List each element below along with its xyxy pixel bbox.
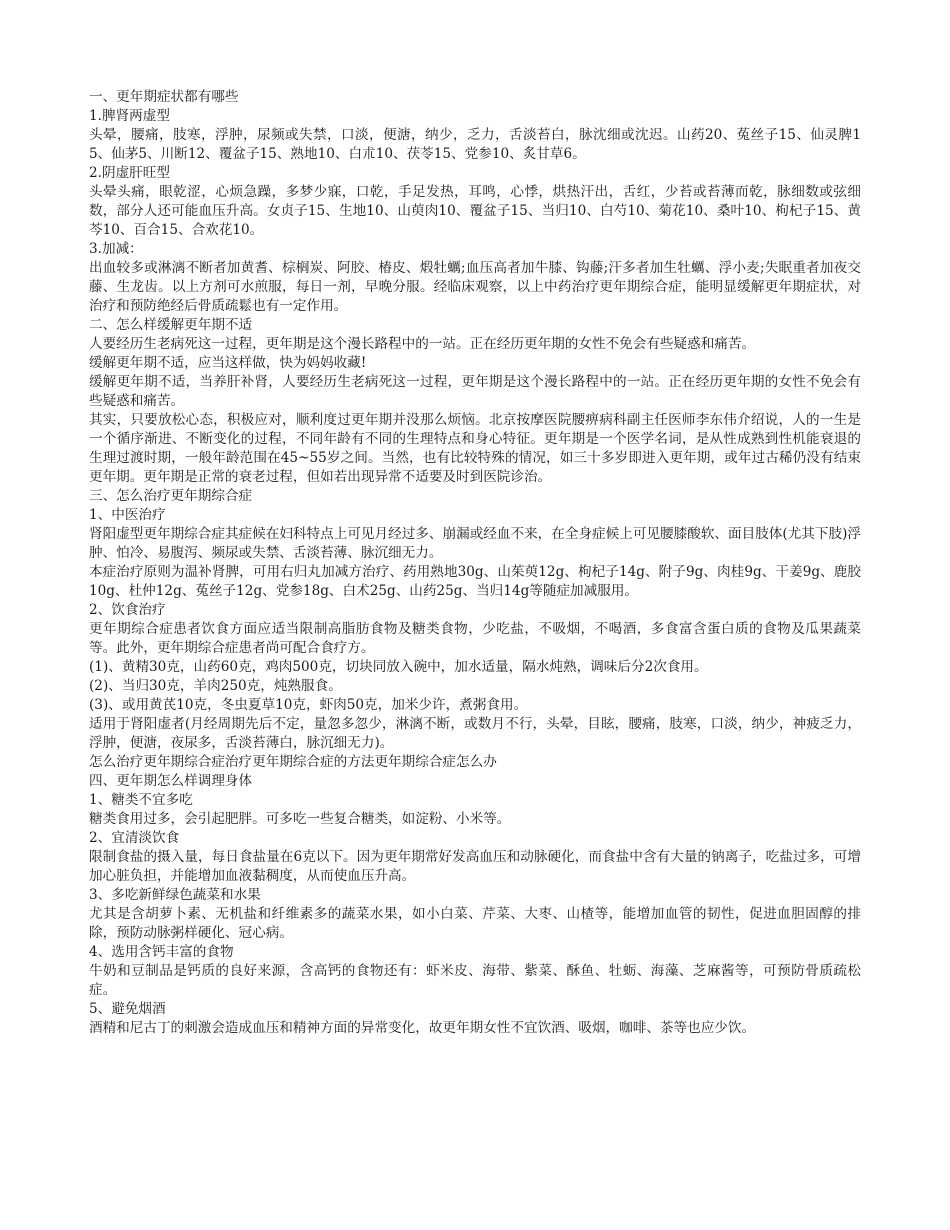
paragraph: 适用于肾阳虚者(月经周期先后不定，量忽多忽少，淋漓不断，或数月不行，头晕，目眩，腰痛，肢寒，口淡，纳少，神疲乏力，浮肿，便溏，夜尿多，舌淡苔薄白，脉沉细无力)。 [89,716,861,751]
section-heading: 1、中医治疗 [89,507,166,523]
section-heading: 4、选用含钙丰富的食物 [89,944,234,960]
paragraph: 糖类食用过多，会引起肥胖。可多吃一些复合糖类，如淀粉、小米等。 [89,811,511,827]
paragraph: 头晕头痛，眼乾涩，心烦急躁，多梦少寐，口乾，手足发热，耳鸣，心悸，烘热汗出，舌红，少苔或苔薄而乾，脉细数或弦细数，部分人还可能血压升高。女贞子15、生地10、山萸肉10、覆盆子15、当归10、白芍10、菊花10、桑叶10、枸杞子15、黄芩10、百合15、合欢花10。 [89,184,861,238]
section-heading: 2、宜清淡饮食 [89,830,180,846]
section-heading: 2、饮食治疗 [89,602,166,618]
section-heading: 1.脾肾两虚型 [89,108,170,124]
paragraph: 尤其是含胡萝卜素、无机盐和纤维素多的蔬菜水果，如小白菜、芹菜、大枣、山楂等，能增加血管的韧性，促进血胆固醇的排除，预防动脉粥样硬化、冠心病。 [89,906,861,941]
paragraph: 其实，只要放松心态，积极应对，顺利度过更年期并没那么烦恼。北京按摩医院腰痹病科副主任医师李东伟介绍说，人的一生是一个循序渐进、不断变化的过程，不同年龄有不同的生理特点和身心特征。更年期是一个医学名词，是从性成熟到性机能衰退的生理过渡时期，一般年龄范围在45~55岁之间。当然，也有比较特殊的情况，如三十多岁即进入更年期，或年过古稀仍没有结束更年期。更年期是正常的衰老过程，但如若出现异常不适要及时到医院诊治。 [89,412,861,485]
section-heading: 3、多吃新鲜绿色蔬菜和水果 [89,887,261,903]
paragraph: 人要经历生老病死这一过程，更年期是这个漫长路程中的一站。正在经历更年期的女性不免会有些疑惑和痛苦。 [89,336,756,352]
paragraph: (1)、黄精30克，山药60克，鸡肉500克，切块同放入碗中，加水适量，隔水炖熟，调味后分2次食用。 [89,659,708,675]
paragraph: 限制食盐的摄入量，每日食盐量在6克以下。因为更年期常好发高血压和动脉硬化，而食盐中含有大量的钠离子，吃盐过多，可增加心脏负担，并能增加血液黏稠度，从而使血压升高。 [89,849,861,884]
document-body [89,88,861,1038]
section-heading: 四、更年期怎么样调理身体 [89,773,253,789]
section-heading: 2.阴虚肝旺型 [89,165,170,181]
section-heading: 三、怎么治疗更年期综合症 [89,488,253,504]
section-heading: 5、避免烟酒 [89,1001,166,1017]
paragraph: 本症治疗原则为温补肾脾，可用右归丸加减方治疗、药用熟地30g、山茱萸12g、枸杞子14g、附子9g、肉桂9g、干姜9g、鹿胶10g、杜仲12g、菟丝子12g、党参18g、白术25g、山药25g、当归14g等随症加减服用。 [89,564,861,599]
section-heading: 一、更年期症状都有哪些 [89,89,239,105]
section-heading: 二、怎么样缓解更年期不适 [89,317,253,333]
paragraph: 怎么治疗更年期综合症治疗更年期综合症的方法更年期综合症怎么办 [89,754,497,770]
paragraph: 出血较多或淋漓不断者加黄耆、棕榈炭、阿胶、椿皮、煅牡蠣;血压高者加牛膝、钩藤;汗多者加生牡蠣、浮小麦;失眠重者加夜交藤、生龙齿。以上方剂可水煎服，每日一剂，早晚分服。经临床观察，以上中药治疗更年期综合症，能明显缓解更年期症状，对治疗和预防绝经后骨质疏鬆也有一定作用。 [89,260,861,314]
paragraph: (2)、当归30克，羊肉250克，炖熟服食。 [89,678,342,694]
paragraph: 酒精和尼古丁的刺激会造成血压和精神方面的异常变化，故更年期女性不宜饮酒、吸烟，咖啡、茶等也应少饮。 [89,1020,756,1036]
paragraph: 缓解更年期不适，当养肝补肾，人要经历生老病死这一过程，更年期是这个漫长路程中的一站。正在经历更年期的女性不免会有些疑惑和痛苦。 [89,374,861,409]
paragraph: (3)、或用黄芪10克，冬虫夏草10克，虾肉50克，加米少许，煮粥食用。 [89,697,528,713]
section-heading: 3.加减： [89,241,143,257]
paragraph: 缓解更年期不适，应当这样做，快为妈妈收藏! [89,355,367,371]
paragraph: 肾阳虚型更年期综合症其症候在妇科特点上可见月经过多、崩漏或经血不来，在全身症候上可见腰膝酸软、面目肢体(尤其下肢)浮肿、怕冷、易腹泻、频尿或失禁、舌淡苔薄、脉沉细无力。 [89,526,861,561]
paragraph: 牛奶和豆制品是钙质的良好来源，含高钙的食物还有：虾米皮、海带、紫菜、酥鱼、牡蛎、海藻、芝麻酱等，可预防骨质疏松症。 [89,963,861,998]
paragraph: 头晕，腰痛，肢寒，浮肿，尿频或失禁，口淡，便溏，纳少，乏力，舌淡苔白，脉沈细或沈迟。山药20、菟丝子15、仙灵脾15、仙茅5、川断12、覆盆子15、熟地10、白朮10、茯苓15、党参10、炙甘草6。 [89,127,861,162]
paragraph: 更年期综合症患者饮食方面应适当限制高脂肪食物及糖类食物，少吃盐，不吸烟，不喝酒，多食富含蛋白质的食物及瓜果蔬菜等。此外，更年期综合症患者尚可配合食疗方。 [89,621,861,656]
section-heading: 1、糖类不宜多吃 [89,792,193,808]
